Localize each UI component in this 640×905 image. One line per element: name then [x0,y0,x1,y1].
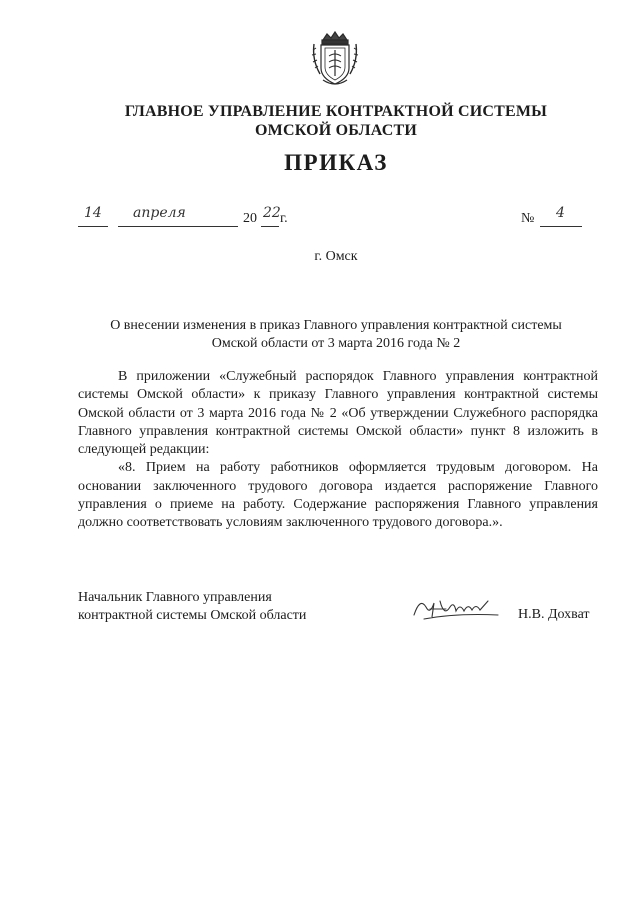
body-paragraph-2: «8. Прием на работу работников оформляется трудовым договором. На основании заключенного трудового договора издается распоряжение Главного управления о приеме на работу. Содержание распоряжения Главного управления должно соответствовать условиям заключенного трудового договора.». [78,460,598,531]
organization-title-line2: ОМСКОЙ ОБЛАСТИ [255,122,417,139]
body-paragraph-1: В приложении «Служебный распорядок Главного управления контрактной системы Омской области» к приказу Главного управления контрактной системы Омской области от 3 марта 2016 года № 2 «Об утверждении Служебного распорядка Главного управления контрактной системы Омской области» пункт 8 изложить в следующей редакции: [78,369,598,458]
document-subject [70,317,602,353]
date-year-underline [261,226,279,227]
organization-title-line1: ГЛАВНОЕ УПРАВЛЕНИЕ КОНТРАКТНОЙ СИСТЕМЫ [124,103,548,120]
date-month-underline [118,226,238,227]
city-name: г. Омск [314,249,358,264]
date-month: апреля [133,205,186,221]
date-day-underline [78,226,108,227]
signatory-position-line2: контрактной системы Омской области [78,608,307,623]
document-number-sign: № [521,211,535,226]
document-number: 4 [556,205,565,221]
document-type-title: ПРИКАЗ [284,150,388,175]
signatory-position-line1: Начальник Главного управления [78,590,272,605]
handwritten-signature [410,593,500,623]
signatory-position [78,589,306,625]
document-body [78,368,598,533]
document-number-underline [540,226,582,227]
coat-of-arms-icon [311,30,359,88]
signatory-name: Н.В. Дохват [518,607,590,622]
subject-line2: Омской области от 3 марта 2016 года № 2 [211,336,461,351]
date-number-row [78,205,598,235]
subject-line1: О внесении изменения в приказ Главного управления контрактной системы [110,318,562,333]
date-year-suffix: 22 [263,205,281,221]
date-day: 14 [84,205,102,221]
date-year-unit: г. [280,211,288,226]
date-year-prefix: 20 [243,211,257,226]
